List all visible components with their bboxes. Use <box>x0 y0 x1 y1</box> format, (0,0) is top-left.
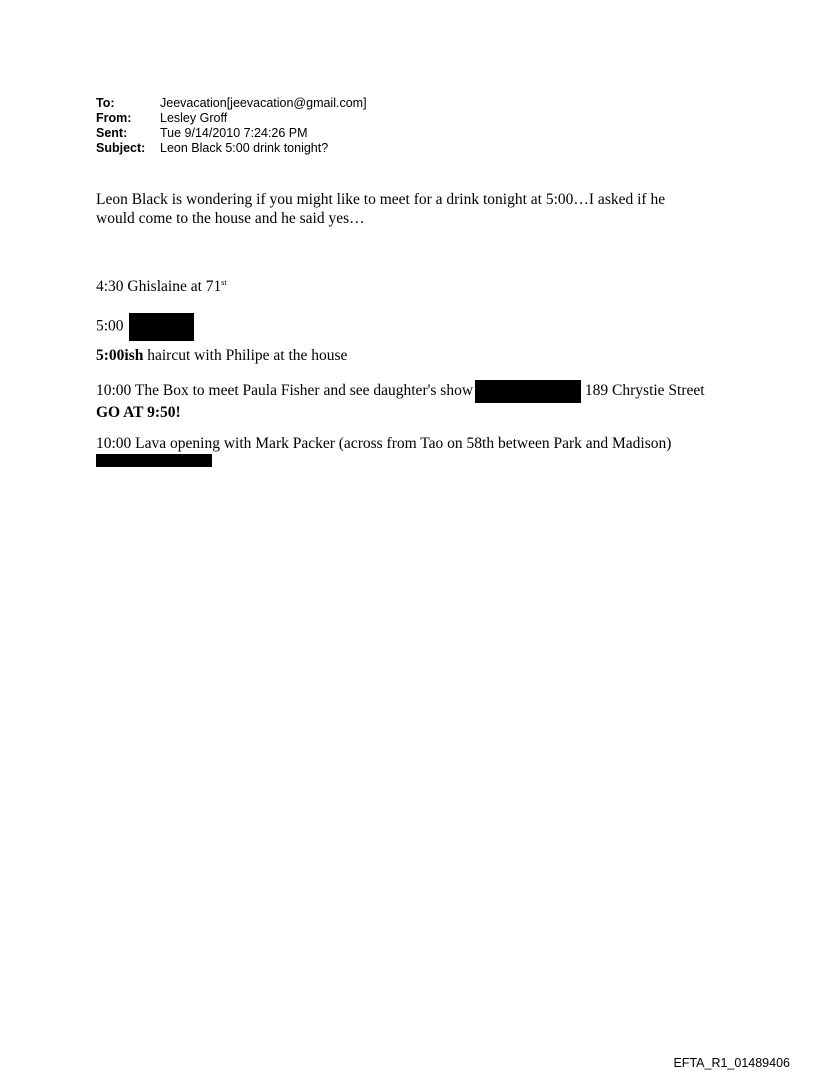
sent-value: Tue 9/14/2010 7:24:26 PM <box>160 126 308 140</box>
schedule-item-4 <box>96 380 705 422</box>
body-paragraph <box>96 190 665 228</box>
schedule-item-3-bold: 5:00ish <box>96 347 144 364</box>
schedule-item-4-bold-line: GO AT 9:50! <box>96 404 181 421</box>
from-value: Lesley Groff <box>160 111 228 125</box>
redaction-block <box>96 454 212 467</box>
schedule-item-5-line-2 <box>96 453 671 472</box>
redaction-block <box>129 313 194 341</box>
schedule-item-4-text: 10:00 The Box to meet Paula Fisher and see daughter's show <box>96 382 474 400</box>
schedule-item-2 <box>96 313 194 341</box>
sent-row <box>96 126 367 141</box>
schedule-item-1-superscript: st <box>221 277 227 287</box>
subject-row <box>96 141 367 156</box>
schedule-item-5-text: 10:00 Lava opening with Mark Packer (across from Tao on 58th between Park and Madison) <box>96 435 672 452</box>
schedule-item-3 <box>96 346 347 365</box>
schedule-item-4-line-1 <box>96 380 705 403</box>
to-label: To: <box>96 96 115 110</box>
sent-label: Sent: <box>96 126 128 140</box>
to-row <box>96 96 367 111</box>
schedule-item-1 <box>96 277 227 296</box>
body-paragraph-line-2: would come to the house and he said yes… <box>96 210 365 227</box>
schedule-item-5 <box>96 434 671 472</box>
schedule-item-3-text: haircut with Philipe at the house <box>143 347 348 364</box>
body-paragraph-line-1: Leon Black is wondering if you might like to meet for a drink tonight at 5:00…I asked if he <box>96 191 666 208</box>
redaction-block <box>475 380 581 403</box>
schedule-item-4-address: 189 Chrystie Street <box>581 382 705 400</box>
schedule-item-2-text: 5:00 <box>96 317 124 335</box>
document-id: EFTA_R1_01489406 <box>673 1056 790 1070</box>
from-label: From: <box>96 111 132 125</box>
schedule-item-1-text: 4:30 Ghislaine at 71 <box>96 278 222 295</box>
email-header <box>96 96 367 156</box>
from-row <box>96 111 367 126</box>
to-value: Jeevacation[jeevacation@gmail.com] <box>160 96 367 110</box>
subject-value: Leon Black 5:00 drink tonight? <box>160 141 329 155</box>
subject-label: Subject: <box>96 141 146 155</box>
